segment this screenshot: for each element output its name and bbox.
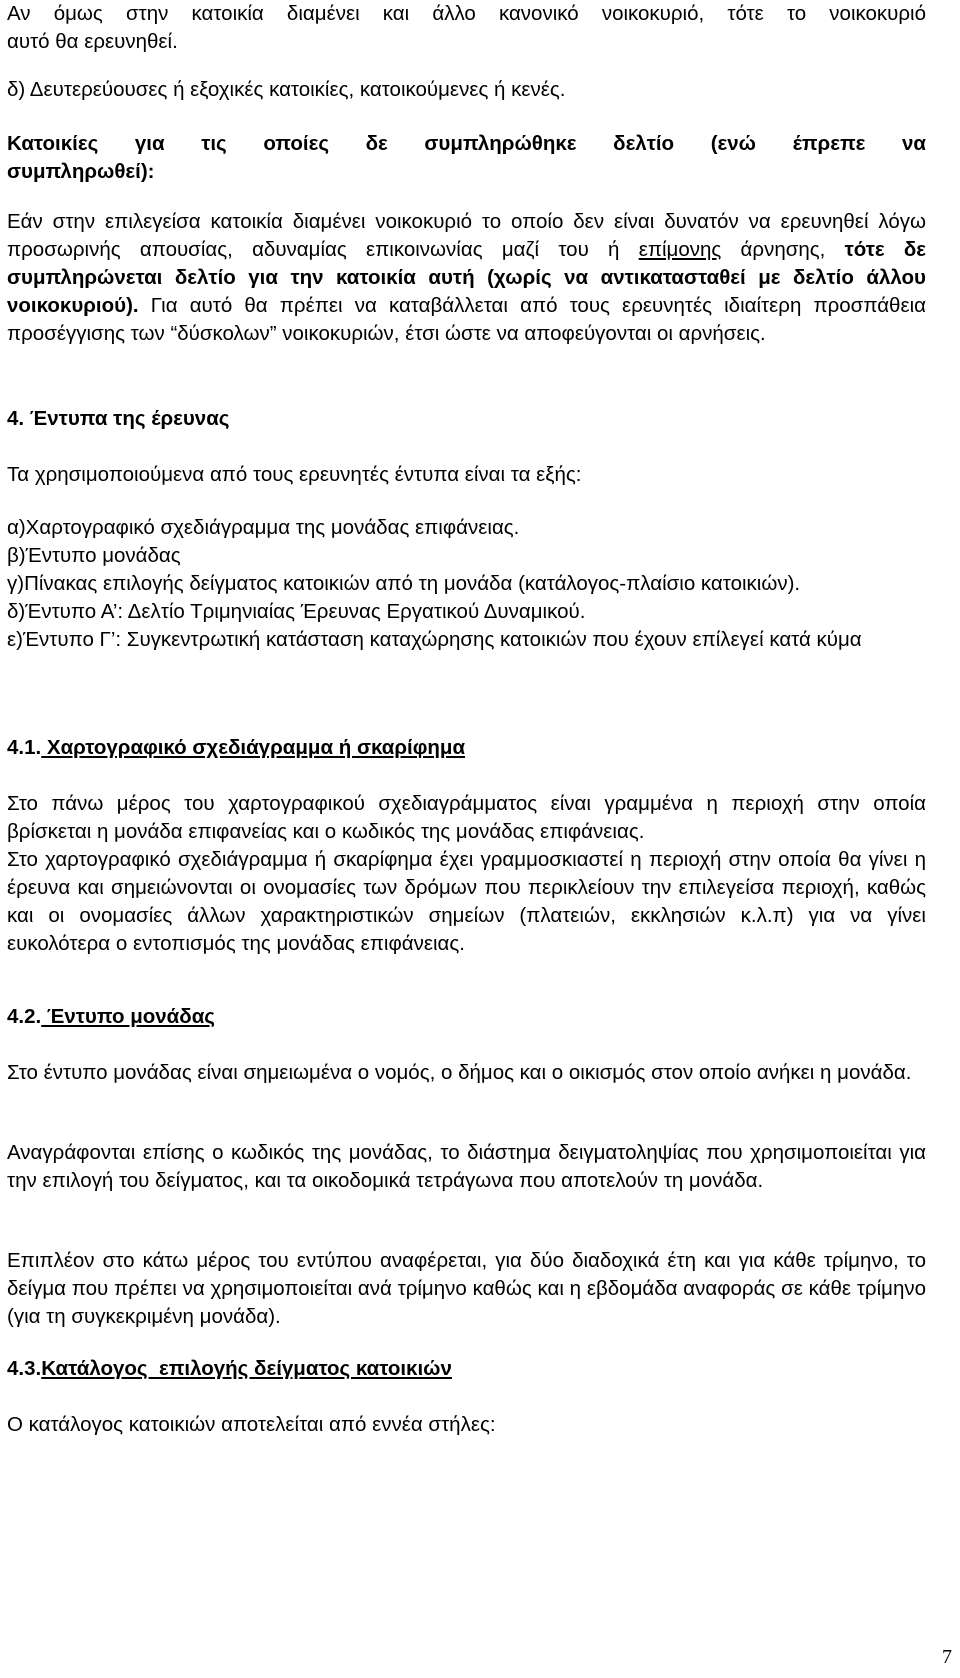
section-4-3-number: 4.3. xyxy=(7,1357,42,1380)
section-4-intro: Τα χρησιμοποιούμενα από τους ερευνητές έντυπα είναι τα εξής: xyxy=(7,463,582,486)
list-item: δ)Έντυπο Α’: Δελτίο Τριμηνιαίας Έρευνας Εργατικού Δυναμικού. xyxy=(7,600,586,623)
section-4-1-paragraph-2: Στο χαρτογραφικό σχεδιάγραμμα ή σκαρίφημα έχει γραμμοσκιαστεί η περιοχή στην οποία θα γίνει η έρευνα και σημειώνονται οι ονομασίες των δρόμων που περικλείουν την επιλεγείσα περιοχή, καθώς και οι ονομασίες άλλων χαρακτηριστικών σημείων (πλατειών, εκκλησιών κ.λ.π) για να γίνει ευκολότερα ο εντοπισμός της μονάδας επιφάνειας. xyxy=(7,848,926,955)
section-4-1-paragraph-1: Στο πάνω μέρος του χαρτογραφικού σχεδιαγράμματος είναι γραμμένα η περιοχή στην οποία βρίσκεται η μονάδα επιφανείας και ο κωδικός της μονάδας επιφάνειας. xyxy=(7,792,926,843)
no-form-bold: τότε δε συμπληρώνεται δελτίο για την κατοικία αυτή (χωρίς να αντικατασταθεί με δελτίο άλλου νοικοκυριού). xyxy=(7,238,927,317)
section-4-1-number: 4.1. xyxy=(7,736,42,759)
section-4-3-paragraph-1: Ο κατάλογος κατοικιών αποτελείται από εννέα στήλες: xyxy=(7,1413,496,1436)
no-form-heading xyxy=(7,130,926,186)
list-item: ε)Έντυπο Γ’: Συγκεντρωτική κατάσταση καταχώρησης κατοικιών που έχουν επίλεγεί κατά κύμα xyxy=(7,628,862,651)
section-4-2-paragraph-3: Επιπλέον στο κάτω μέρος του εντύπου αναφέρεται, για δύο διαδοχικά έτη και για κάθε τρίμηνο, το δείγμα που πρέπει να χρησιμοποιείται ανά τρίμηνο καθώς και η εβδομάδα αναφοράς σε κάθε τρίμηνο (για τη συγκεκριμένη μονάδα). xyxy=(7,1249,926,1328)
section-4-1-heading xyxy=(7,734,465,762)
section-4-2-heading xyxy=(7,1003,215,1031)
section-4-3-title: Κατάλογος επιλογής δείγματος κατοικιών xyxy=(41,1357,452,1380)
no-form-underlined: επίμονης xyxy=(638,238,722,261)
no-form-heading-line-2: συμπληρωθεί): xyxy=(7,160,155,183)
page-number: 7 xyxy=(942,1646,952,1668)
list-item: β)Έντυπο μονάδας xyxy=(7,544,181,567)
no-form-text-a: Εάν στην επιλεγείσα κατοικία διαμένει νοικοκυριό το οποίο δεν είναι δυνατόν να ερευνηθεί λόγω προσωρινής απουσίας, αδυναμίας επικοινωνίας μαζί του ή xyxy=(7,210,926,261)
no-form-text-c: Για αυτό θα πρέπει να καταβάλλεται από τους ερευνητές ιδιαίτερη προσπάθεια προσέγγισης των “δύσκολων” νοικοκυριών, έτσι ώστε να αποφεύγονται οι αρνήσεις. xyxy=(7,294,926,345)
section-4-2-paragraph-2: Αναγράφονται επίσης ο κωδικός της μονάδας, το διάστημα δειγματοληψίας που χρησιμοποιείται για την επιλογή του δείγματος, και τα οικοδομικά τετράγωνα που αποτελούν τη μονάδα. xyxy=(7,1141,926,1192)
section-4-2-number: 4.2. xyxy=(7,1005,42,1028)
section-4-heading: 4. Έντυπα της έρευνας xyxy=(7,407,230,430)
list-item: γ)Πίνακας επιλογής δείγματος κατοικιών από τη μονάδα (κατάλογος-πλαίσιο κατοικιών). xyxy=(7,572,801,595)
intro-line-1: Αν όμως στην κατοικία διαμένει και άλλο κανονικό νοικοκυριό, τότε το νοικοκυριό xyxy=(7,2,926,25)
section-4-1-title: Χαρτογραφικό σχεδιάγραμμα ή σκαρίφημα xyxy=(41,736,466,759)
no-form-paragraph xyxy=(7,208,926,348)
forms-list xyxy=(7,514,926,654)
delta-item: δ) Δευτερεύουσες ή εξοχικές κατοικίες, κατοικούμενες ή κενές. xyxy=(7,78,566,101)
section-4-2-paragraph-1: Στο έντυπο μονάδας είναι σημειωμένα ο νομός, ο δήμος και ο οικισμός στον οποίο ανήκει η μονάδα. xyxy=(7,1061,912,1084)
intro-paragraph xyxy=(7,0,926,56)
list-item: α)Χαρτογραφικό σχεδιάγραμμα της μονάδας επιφάνειας. xyxy=(7,516,520,539)
section-4-3-heading xyxy=(7,1355,452,1383)
no-form-heading-line-1: Κατοικίες για τις οποίες δε συμπληρώθηκε δελτίο (ενώ έπρεπε να xyxy=(7,132,926,155)
intro-line-2: αυτό θα ερευνηθεί. xyxy=(7,30,178,53)
section-4-2-title: Έντυπο μονάδας xyxy=(41,1005,215,1028)
no-form-text-b: άρνησης, xyxy=(721,238,845,261)
